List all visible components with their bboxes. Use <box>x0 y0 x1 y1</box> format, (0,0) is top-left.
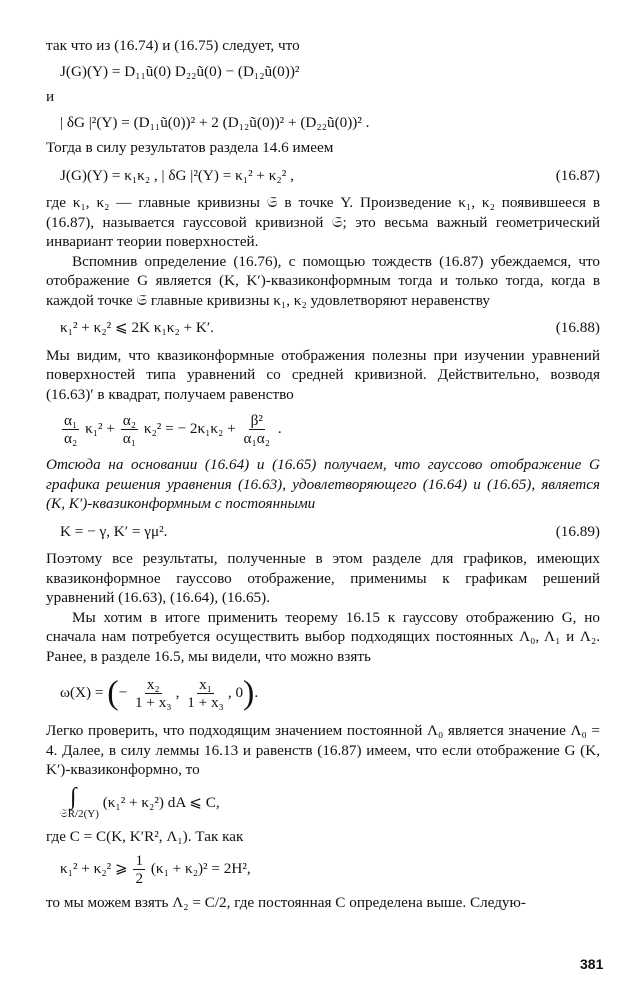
formula-constants: K = − γ, K′ = γμ². <box>60 522 168 540</box>
fraction: $\frac{\text{x₂}}{\text{1 + x₃}}$ <box>134 676 172 711</box>
fraction: $\frac{1}{2}$ <box>135 852 144 887</box>
text-and: и <box>46 88 55 105</box>
formula-curvatures: J(G)(Y) = κ₁κ₂ , | δG |²(Y) = κ₁² + κ₂² , <box>60 166 294 184</box>
paragraph-theorem-application: Мы хотим в итоге применить теорему 16.15 к гауссову отображению G, но сначала нам потребуется осуществить выбор подходящих постоянных Λ₀, Λ₁ и Λ₂. Ранее, в разделе 16.5, мы видели, что можно взять <box>46 608 600 665</box>
fraction: $\frac{\text{β²}}{\text{α₁α₂}}$ <box>243 412 271 447</box>
page-number: 381 <box>580 956 604 972</box>
fraction: $\frac{\text{α₁}}{\text{α₂}}$ <box>64 412 78 447</box>
formula-mean-curvature-bound: κ₁² + κ₂² ⩾ $\frac{1}{2}$ (κ₁ + κ₂)² = 2H², <box>60 852 251 887</box>
equation-number: (16.87) <box>555 166 600 184</box>
text-line-intro: так что из (16.74) и (16.75) следует, что <box>46 37 300 54</box>
formula-squared-equality: $\frac{\text{α₁}}{\text{α₂}}$ κ₁² + $\frac{\text{α₂}}{\text{α₁}}$ κ₂² = − 2κ₁κ₂ + $\frac{\text{β²}}{\text{α₁α₂}}$ . <box>64 412 282 447</box>
equation-16-87 <box>46 166 600 186</box>
paragraph-gauss-map-constants: Отсюда на основании (16.64) и (16.65) получаем, что гауссово отображение G графика решения уравнения (16.63), удовлетворяющего (16.64) и (16.65), является (K, K′)-квазиконформным с постоянными <box>46 456 600 512</box>
text-line-lambda-two: то мы можем взять Λ₂ = C/2, где постоянная C определена выше. Следую- <box>46 894 526 911</box>
formula-inequality: κ₁² + κ₂² ⩽ 2K κ₁κ₂ + K′. <box>60 319 214 336</box>
paragraph-mean-curvature: Мы видим, что квазиконформные отображения полезны при изучении уравнений поверхностей типа уравнений со средней кривизной. Действительно, возводя (16.63)′ в квадрат, получаем равенство <box>46 346 600 403</box>
text-line-results: Тогда в силу результатов раздела 14.6 имеем <box>46 139 334 156</box>
paragraph-gaussian-curvature: где κ₁, κ₂ — главные кривизны 𝔖 в точке Y. Произведение κ₁, κ₂ появившееся в (16.87), называется гауссовой кривизной 𝔖; это весьма важный геометрический инвариант теории поверхностей. <box>46 194 600 250</box>
page-body <box>46 36 600 913</box>
formula-jacobian-u: J(G)(Y) = D₁₁ũ(0) D₂₂ũ(0) − (D₁₂ũ(0))² <box>60 62 300 80</box>
formula-omega: ω(X) = (− $\frac{\text{x₂}}{\text{1 + x₃}}$ , $\frac{\text{x₁}}{\text{1 + x₃}}$ , 0). <box>60 674 259 712</box>
paragraph-lambda-zero: Легко проверить, что подходящим значением постоянной Λ₀ является значение Λ₀ = 4. Далее, в силу леммы 16.13 и равенств (16.87) имеем, что если отображение G (K, K′)-квазиконформно, то <box>46 722 600 778</box>
paragraph-quasiconformal-criterion: Вспомнив определение (16.76), с помощью тождеств (16.87) убеждаемся, что отображение G является (K, K′)-квазиконформным тогда и только тогда, когда в каждой точке 𝔖 главные кривизны κ₁, κ₂ удовлетворяют неравенству <box>46 252 600 309</box>
equation-16-88 <box>46 318 600 338</box>
text-line-constant-C: где C = C(K, K′R², Λ₁). Так как <box>46 827 244 845</box>
formula-deltaG-u: | δG |²(Y) = (D₁₁ũ(0))² + 2 (D₁₂ũ(0))² + (D₂₂ũ(0))² . <box>60 113 370 131</box>
equation-number: (16.88) <box>555 319 600 336</box>
formula-integral: ∫ 𝔖R/2(Y) (κ₁² + κ₂²) dA ⩽ C, <box>60 783 220 820</box>
equation-number: (16.89) <box>555 522 600 540</box>
fraction: $\frac{\text{α₂}}{\text{α₁}}$ <box>122 412 137 447</box>
equation-16-89 <box>46 522 600 542</box>
fraction: $\frac{\text{x₁}}{\text{1 + x₃}}$ <box>187 676 224 711</box>
integral-sign: ∫ 𝔖R/2(Y) <box>60 783 99 820</box>
paragraph-results-applicable: Поэтому все результаты, полученные в этом разделе для графиков, имеющих квазиконформное гауссово отображение, применимы к графикам решений уравнений (16.63), (16.64), (16.65). <box>46 550 600 606</box>
